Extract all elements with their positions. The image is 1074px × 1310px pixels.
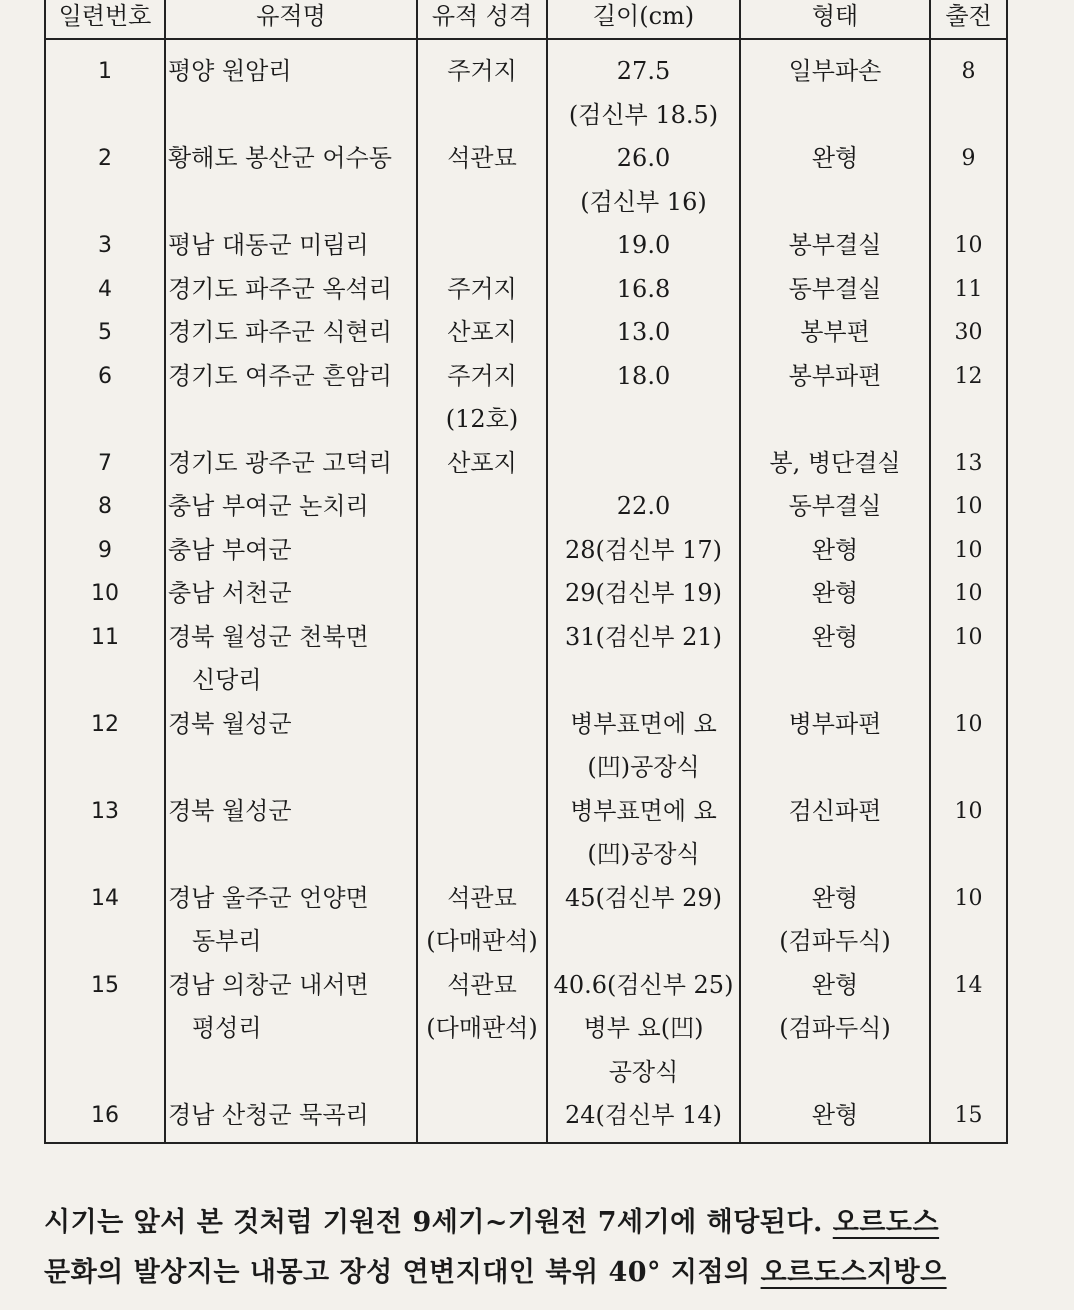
cell-site-name: 황해도 봉산군 어수동 [165,137,417,224]
header-site-type: 유적 성격 [417,0,547,39]
header-shape: 형태 [740,0,930,39]
paragraph-text: 시기는 앞서 본 것처럼 기원전 9세기~기원전 7세기에 해당된다. [44,1207,833,1238]
cell-site-type: 산포지 [417,442,547,486]
table-row [45,529,1007,573]
cell-length: 22.0 [547,485,740,529]
cell-site-name: 경기도 파주군 식현리 [165,311,417,355]
cell-site-type [417,703,547,790]
cell-site-name: 충남 서천군 [165,572,417,616]
cell-source: 10 [930,572,1007,616]
cell-length: 40.6(검신부 25) 병부 요(凹) 공장식 [547,964,740,1095]
cell-length [547,442,740,486]
cell-serial-number: 10 [45,572,165,616]
table-row [45,39,1007,137]
cell-site-type: 주거지 [417,39,547,137]
table-row [45,485,1007,529]
cell-shape: 완형 [740,572,930,616]
cell-serial-number: 9 [45,529,165,573]
table-row [45,572,1007,616]
cell-length: 28(검신부 17) [547,529,740,573]
table-row [45,1094,1007,1143]
cell-source: 30 [930,311,1007,355]
cell-shape: 동부결실 [740,485,930,529]
cell-source: 12 [930,355,1007,442]
cell-length: 26.0 (검신부 16) [547,137,740,224]
cell-site-type [417,529,547,573]
cell-shape: 완형 [740,616,930,703]
cell-serial-number: 2 [45,137,165,224]
paragraph-text: 문화의 발상지는 내몽고 장성 연변지대인 북위 40° 지점의 [44,1257,761,1288]
cell-site-name: 경북 월성군 [165,703,417,790]
cell-site-type [417,224,547,268]
header-serial-number: 일련번호 [45,0,165,39]
cell-length: 27.5 (검신부 18.5) [547,39,740,137]
table-row [45,224,1007,268]
cell-serial-number: 7 [45,442,165,486]
table-row [45,790,1007,877]
cell-site-type: 석관묘 [417,137,547,224]
cell-source: 10 [930,877,1007,964]
cell-source: 13 [930,442,1007,486]
cell-shape: 완형 [740,137,930,224]
body-paragraph [44,1198,1006,1298]
cell-source: 14 [930,964,1007,1095]
cell-serial-number: 13 [45,790,165,877]
bronze-dagger-sites-table [44,0,1008,1144]
cell-serial-number: 11 [45,616,165,703]
cell-serial-number: 5 [45,311,165,355]
underlined-term: 오르도스지방으 [760,1257,947,1288]
cell-site-name: 충남 부여군 [165,529,417,573]
cell-shape: 검신파편 [740,790,930,877]
cell-length: 24(검신부 14) [547,1094,740,1143]
cell-shape: 완형 (검파두식) [740,877,930,964]
header-length: 길이(cm) [547,0,740,39]
cell-length: 병부표면에 요 (凹)공장식 [547,790,740,877]
table-row [45,311,1007,355]
cell-length: 45(검신부 29) [547,877,740,964]
cell-site-type: 석관묘 (다매판석) [417,877,547,964]
cell-shape: 봉부결실 [740,224,930,268]
cell-shape: 완형 [740,1094,930,1143]
cell-site-type [417,616,547,703]
cell-serial-number: 8 [45,485,165,529]
cell-shape: 완형 (검파두식) [740,964,930,1095]
cell-site-name: 평양 원암리 [165,39,417,137]
table-row [45,877,1007,964]
table-row [45,137,1007,224]
table-row [45,268,1007,312]
cell-site-name: 충남 부여군 논치리 [165,485,417,529]
cell-shape: 완형 [740,529,930,573]
cell-source: 10 [930,485,1007,529]
cell-length: 병부표면에 요 (凹)공장식 [547,703,740,790]
cell-serial-number: 6 [45,355,165,442]
cell-serial-number: 1 [45,39,165,137]
table-row [45,964,1007,1095]
cell-length: 18.0 [547,355,740,442]
cell-source: 10 [930,616,1007,703]
paragraph-line-2 [44,1248,1006,1298]
table-row [45,616,1007,703]
cell-site-name: 경북 월성군 [165,790,417,877]
cell-shape: 병부파편 [740,703,930,790]
cell-length: 13.0 [547,311,740,355]
cell-site-name: 경남 산청군 묵곡리 [165,1094,417,1143]
table-row [45,355,1007,442]
cell-source: 10 [930,790,1007,877]
cell-site-type: 석관묘 (다매판석) [417,964,547,1095]
cell-site-name: 평남 대동군 미림리 [165,224,417,268]
cell-site-type [417,1094,547,1143]
table-header-row [45,0,1007,39]
cell-length: 31(검신부 21) [547,616,740,703]
header-site-name: 유적명 [165,0,417,39]
cell-shape: 봉부편 [740,311,930,355]
cell-source: 9 [930,137,1007,224]
cell-site-name: 경남 울주군 언양면 동부리 [165,877,417,964]
cell-shape: 일부파손 [740,39,930,137]
table-row [45,442,1007,486]
cell-site-name: 경남 의창군 내서면 평성리 [165,964,417,1095]
cell-site-type: 주거지 [417,268,547,312]
cell-source: 10 [930,224,1007,268]
underlined-term: 오르도스 [832,1207,940,1238]
cell-site-type: 산포지 [417,311,547,355]
cell-site-type [417,485,547,529]
cell-site-type [417,572,547,616]
cell-source: 11 [930,268,1007,312]
table-row [45,703,1007,790]
cell-source: 15 [930,1094,1007,1143]
header-source: 출전 [930,0,1007,39]
cell-source: 10 [930,529,1007,573]
cell-serial-number: 4 [45,268,165,312]
cell-length: 19.0 [547,224,740,268]
cell-serial-number: 12 [45,703,165,790]
paragraph-line-1 [44,1198,1006,1248]
cell-shape: 동부결실 [740,268,930,312]
cell-serial-number: 15 [45,964,165,1095]
table-body [45,39,1007,1143]
cell-source: 10 [930,703,1007,790]
cell-site-name: 경기도 광주군 고덕리 [165,442,417,486]
cell-length: 16.8 [547,268,740,312]
cell-source: 8 [930,39,1007,137]
cell-site-type: 주거지 (12호) [417,355,547,442]
cell-serial-number: 16 [45,1094,165,1143]
cell-site-type [417,790,547,877]
cell-site-name: 경기도 여주군 흔암리 [165,355,417,442]
cell-site-name: 경북 월성군 천북면 신당리 [165,616,417,703]
cell-serial-number: 14 [45,877,165,964]
cell-site-name: 경기도 파주군 옥석리 [165,268,417,312]
cell-shape: 봉, 병단결실 [740,442,930,486]
cell-length: 29(검신부 19) [547,572,740,616]
cell-shape: 봉부파편 [740,355,930,442]
cell-serial-number: 3 [45,224,165,268]
